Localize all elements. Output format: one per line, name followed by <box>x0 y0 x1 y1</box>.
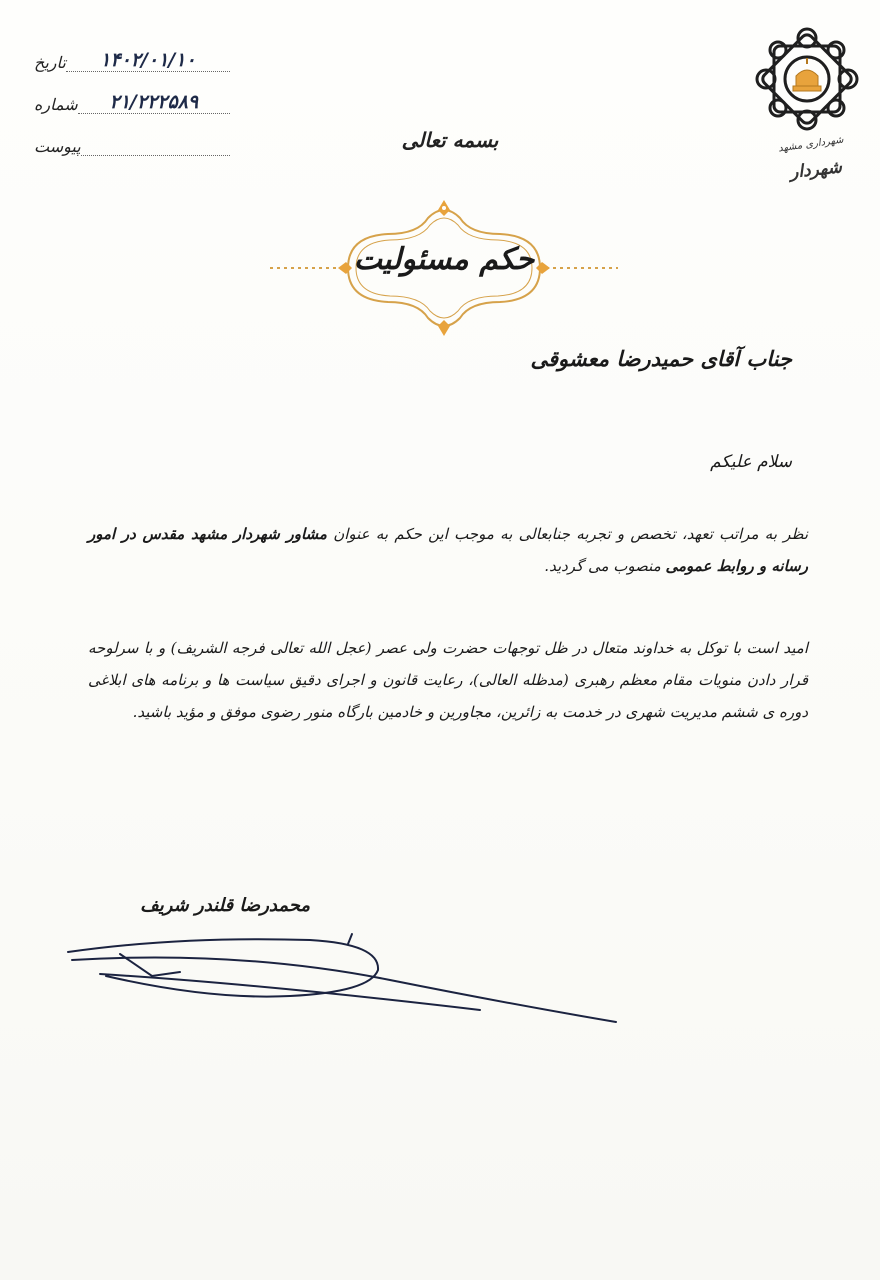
number-value: ۲۱/۲۲۲۵۸۹ <box>78 91 230 114</box>
number-row <box>30 72 230 114</box>
date-label: تاریخ <box>34 53 66 72</box>
bismillah-heading: بسمه تعالی <box>401 128 499 152</box>
logo-org-name: شهرداری مشهد <box>777 134 845 155</box>
attachment-row <box>30 114 230 156</box>
body-paragraph-1 <box>88 518 808 582</box>
handwritten-signature <box>60 920 640 1040</box>
attachment-value <box>81 155 230 156</box>
recipient-line: جناب آقای حمیدرضا معشوقی <box>530 346 792 371</box>
body-p1-start: نظر به مراتب تعهد، تخصص و تجربه جنابعالی به موجب این حکم به عنوان <box>326 525 809 543</box>
body-paragraph-2: امید است با توکل به خداوند متعال در ظل توجهات حضرت ولی عصر (عجل الله تعالی فرجه الشریف) و با سرلوحه قرار دادن منویات مقام معظم رهبری (مدظله العالی)، رعایت قانون و اجرای دقیق سیاست ها و برنامه های ابلاغی دوره ی ششم مدیریت شهری در خدمت به زائرین، مجاورین و خادمین بارگاه منور رضوی موفق و مؤید باشید. <box>88 639 808 721</box>
attachment-label: پیوست <box>34 137 81 156</box>
date-value: ۱۴۰۲/۰۱/۱۰ <box>66 49 230 72</box>
letter-meta <box>30 30 230 156</box>
signer-name: محمدرضا قلندر شریف <box>140 895 310 916</box>
number-label: شماره <box>34 95 78 114</box>
mashhad-municipality-logo <box>752 24 862 184</box>
logo-office-name: شهردار <box>789 157 843 183</box>
star-emblem-icon <box>752 24 862 134</box>
title-cartouche <box>268 198 620 338</box>
body-p1-position: مشاور شهردار مشهد مقدس در امور رسانه و روابط عمومی <box>88 525 808 575</box>
page-title: حکم مسئولیت <box>353 242 535 277</box>
date-row <box>30 30 230 72</box>
greeting: سلام علیکم <box>710 452 792 472</box>
body-p1-end: منصوب می گردید. <box>544 557 666 575</box>
